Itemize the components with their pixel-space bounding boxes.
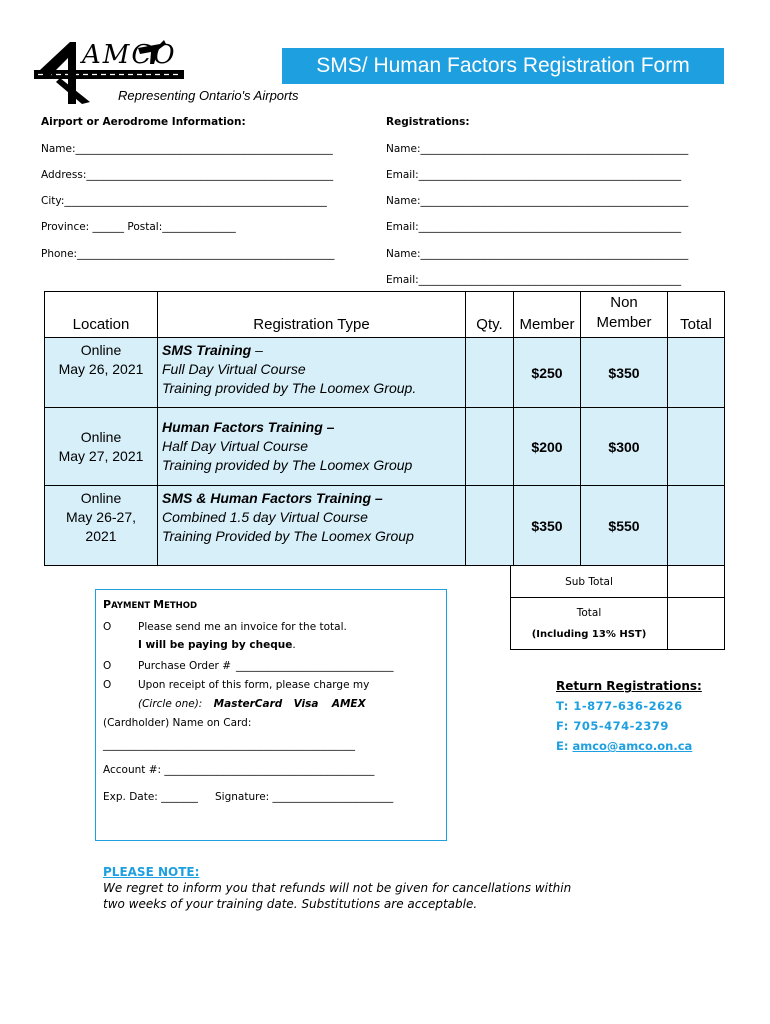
registrant-email-field[interactable]: Email:__________________________________________________ <box>386 274 682 286</box>
header-non-member-line2: Member <box>596 314 652 331</box>
return-email-label: E: <box>556 739 573 753</box>
header-non-member-line1: Non <box>610 294 638 311</box>
logo-tagline: Representing Ontario's Airports <box>118 88 299 103</box>
member-price: $350 <box>514 486 581 566</box>
course-title: SMS & Human Factors Training <box>162 490 371 506</box>
total-label-cell <box>511 598 668 650</box>
logo-wordmark: AMCO <box>82 40 177 70</box>
please-note-title: PLEASE NOTE: <box>103 865 200 879</box>
header-total: Total <box>668 292 725 338</box>
registrant-name-field[interactable]: Name:___________________________________________________ <box>386 248 689 260</box>
return-phone: T: 1-877-636-2626 <box>556 699 683 713</box>
registration-table <box>44 291 725 566</box>
refund-policy-line: We regret to inform you that refunds will not be given for cancellations within <box>103 881 572 895</box>
non-member-price: $550 <box>581 486 668 566</box>
registration-type-cell <box>158 338 466 408</box>
non-member-price: $300 <box>581 408 668 486</box>
course-provider: Training Provided by The Loomex Group <box>162 528 414 544</box>
purchase-order-radio[interactable]: O <box>103 660 112 672</box>
refund-policy-text <box>103 880 571 912</box>
total-value-cell[interactable] <box>668 598 725 650</box>
location-line: May 26, 2021 <box>58 361 144 377</box>
course-title: Human Factors Training <box>162 419 323 435</box>
card-option-visa[interactable]: Visa <box>293 698 319 710</box>
location-line: Online <box>80 428 122 445</box>
card-option-amex[interactable]: AMEX <box>331 698 366 710</box>
credit-card-label: Upon receipt of this form, please charge my <box>138 679 370 691</box>
location-line: May 26-27, <box>65 509 137 525</box>
cardholder-name-field[interactable]: ________________________________________________ <box>103 739 355 751</box>
course-provider: Training provided by The Loomex Group <box>162 457 413 473</box>
cheque-option-label: I will be paying by cheque. <box>138 639 296 651</box>
totals-table <box>510 565 725 650</box>
location-line: Online <box>80 490 122 506</box>
registrant-name-field[interactable]: Name:___________________________________________________ <box>386 143 689 155</box>
registration-type-cell <box>158 486 466 566</box>
course-format: Full Day Virtual Course <box>162 361 306 377</box>
airport-province-postal-field[interactable]: Province: ______ Postal:______________ <box>41 221 236 233</box>
member-price: $200 <box>514 408 581 486</box>
location-cell <box>45 486 158 566</box>
table-row <box>45 408 725 486</box>
total-label: Total <box>576 606 602 619</box>
course-format: Half Day Virtual Course <box>162 438 309 454</box>
credit-card-radio[interactable]: O <box>103 679 112 691</box>
expiry-date-field[interactable]: Exp. Date: _______ <box>103 791 198 803</box>
subtotal-value-cell[interactable] <box>668 566 725 598</box>
airport-phone-field[interactable]: Phone:_________________________________________________ <box>41 248 335 260</box>
total-row <box>511 598 725 650</box>
header-qty: Qty. <box>466 292 514 338</box>
table-row <box>45 338 725 408</box>
non-member-price: $350 <box>581 338 668 408</box>
location-line: May 27, 2021 <box>58 447 144 464</box>
registrations-heading: Registrations: <box>386 116 470 128</box>
card-option-mastercard[interactable]: MasterCard <box>213 698 283 710</box>
table-header-row <box>45 292 725 338</box>
qty-input-cell[interactable] <box>466 408 514 486</box>
invoice-radio[interactable]: O <box>103 621 112 633</box>
course-provider: Training provided by The Loomex Group. <box>162 380 417 396</box>
refund-policy-line: two weeks of your training date. Substitutions are acceptable. <box>103 897 478 911</box>
location-cell <box>45 408 158 486</box>
header-non-member <box>581 292 668 338</box>
location-line: 2021 <box>85 528 117 544</box>
page-title: SMS/ Human Factors Registration Form <box>282 48 724 84</box>
subtotal-label: Sub Total <box>511 566 668 598</box>
header-registration-type: Registration Type <box>158 292 466 338</box>
return-email-row <box>556 739 692 753</box>
registrant-name-field[interactable]: Name:___________________________________________________ <box>386 195 689 207</box>
circle-one-label: (Circle one): <box>138 698 203 710</box>
purchase-order-label: Purchase Order # <box>138 660 231 672</box>
registrant-email-field[interactable]: Email:__________________________________________________ <box>386 169 682 181</box>
airport-name-field[interactable]: Name:_________________________________________________ <box>41 143 333 155</box>
qty-input-cell[interactable] <box>466 338 514 408</box>
location-cell <box>45 338 158 408</box>
course-title: SMS Training <box>162 342 252 358</box>
airport-city-field[interactable]: City:__________________________________________________ <box>41 195 327 207</box>
airport-address-field[interactable]: Address:_______________________________________________ <box>41 169 334 181</box>
table-row <box>45 486 725 566</box>
header-location: Location <box>45 292 158 338</box>
total-hst-note: (Including 13% HST) <box>531 628 647 640</box>
registration-type-cell <box>158 408 466 486</box>
course-title-dash: – <box>371 490 383 506</box>
subtotal-row <box>511 566 725 598</box>
row-total-cell[interactable] <box>668 408 725 486</box>
row-total-cell[interactable] <box>668 486 725 566</box>
purchase-order-field[interactable]: ______________________________ <box>236 660 394 672</box>
location-line: Online <box>80 342 122 358</box>
card-type-options <box>138 698 366 710</box>
account-number-field[interactable]: Account #: ________________________________________ <box>103 764 375 776</box>
course-title-dash: – <box>322 419 335 435</box>
course-format: Combined 1.5 day Virtual Course <box>162 509 368 525</box>
invoice-option-label: Please send me an invoice for the total. <box>138 621 347 633</box>
registrant-email-field[interactable]: Email:__________________________________________________ <box>386 221 682 233</box>
signature-field[interactable]: Signature: _______________________ <box>215 791 394 803</box>
row-total-cell[interactable] <box>668 338 725 408</box>
airport-info-heading: Airport or Aerodrome Information: <box>41 116 246 128</box>
return-registrations-heading: Return Registrations: <box>556 679 702 693</box>
cardholder-name-label: (Cardholder) Name on Card: <box>103 717 252 729</box>
course-title-dash: – <box>251 342 263 358</box>
return-email-link[interactable]: amco@amco.on.ca <box>572 739 693 753</box>
payment-method-heading: PAYMENT METHOD <box>103 598 198 611</box>
header-member: Member <box>514 292 581 338</box>
qty-input-cell[interactable] <box>466 486 514 566</box>
member-price: $250 <box>514 338 581 408</box>
return-fax: F: 705-474-2379 <box>556 719 669 733</box>
